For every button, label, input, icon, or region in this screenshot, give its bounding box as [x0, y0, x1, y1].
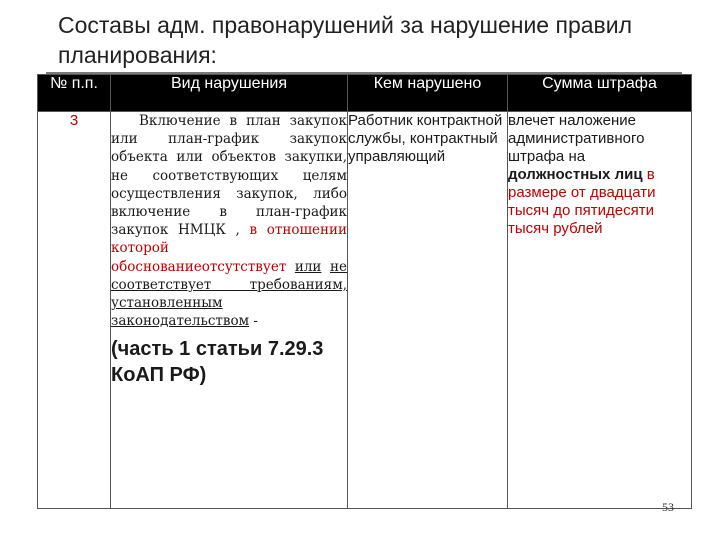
fine-description — [508, 112, 692, 509]
fine-text-officials: должностных лиц — [508, 166, 643, 183]
page-title: Составы адм. правонарушений за нарушение правил планирования: — [58, 12, 633, 68]
header-violator: Кем нарушено — [348, 75, 508, 112]
violation-text-space-1 — [321, 259, 330, 275]
law-reference: (часть 1 статьи 7.29.3 КоАП РФ) — [111, 338, 324, 387]
violation-text-not: не — [330, 258, 347, 275]
fine-text-amount: в размере от двадцати тысяч до пятидесяти тысяч рублей — [508, 166, 656, 237]
violation-text-or: или — [294, 258, 322, 275]
violation-text-dash: - — [249, 313, 258, 330]
table-row — [38, 112, 692, 509]
header-fine-amount: Сумма штрафа — [508, 75, 692, 112]
table-header-row — [38, 75, 692, 112]
header-violation-type: Вид нарушения — [111, 75, 348, 112]
violations-table — [37, 74, 692, 509]
violation-text-requirements: соответствует требованиям, установленным законодательством — [111, 276, 347, 330]
violation-description — [111, 112, 348, 509]
violation-text-main: Включение в план закупок или план-график закупок объекта или объектов закупки, не соответствующих целям осуществления закупок, либо включение в план-график закупок НМЦК , — [111, 113, 347, 239]
violation-text-justification: в отношении которой обоснование — [111, 222, 347, 275]
violator-description: Работник контрактной службы, контрактный управляющий — [348, 112, 508, 509]
violation-text-absent: отсутствует — [201, 258, 295, 275]
row-number: 3 — [38, 112, 111, 509]
header-number: № п.п. — [38, 75, 111, 112]
page-number: 53 — [662, 500, 674, 514]
fine-text-intro: влечет наложение административного штрафа на — [508, 112, 645, 165]
